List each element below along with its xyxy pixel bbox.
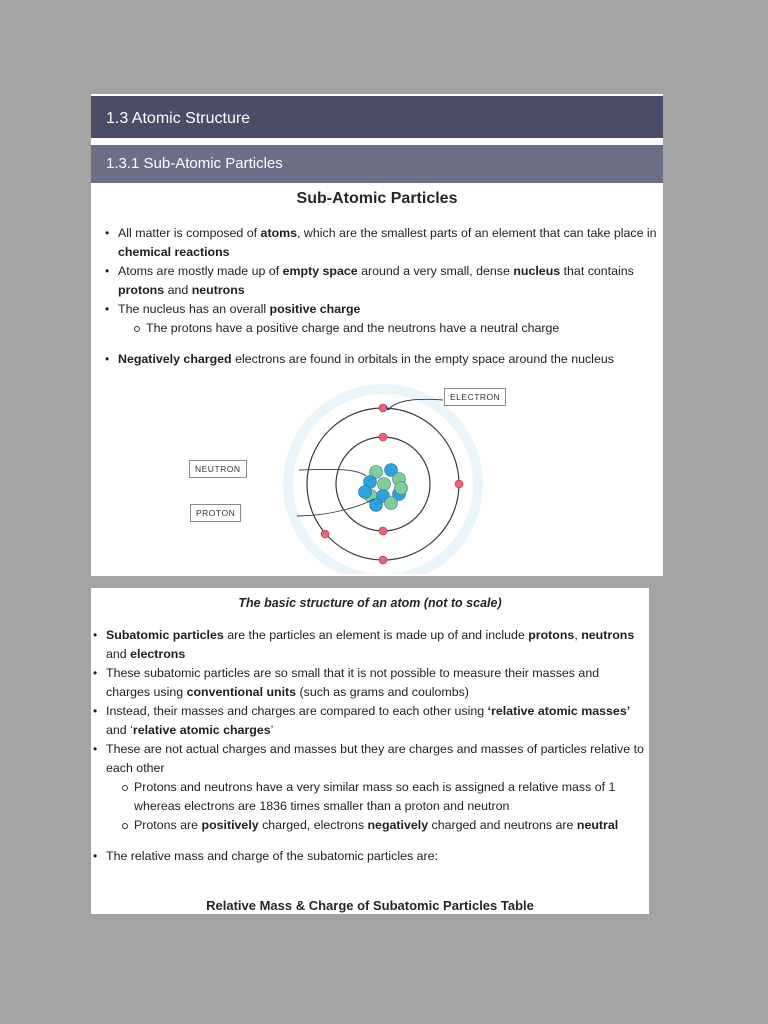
bullet-item [118, 224, 658, 262]
bold-term: negatively [367, 818, 429, 832]
nucleus [359, 464, 408, 512]
atom-structure-svg [231, 384, 521, 574]
bold-term: Subatomic particles [106, 628, 224, 642]
electron-particle [379, 433, 387, 441]
bullet-text: ’ [270, 723, 274, 737]
bold-term: neutrons [191, 283, 245, 297]
bullet-text: These are not actual charges and masses but they are charges and masses of particles relative to each other [106, 742, 644, 775]
bullet-text: that contains [560, 264, 634, 278]
proton-label: PROTON [190, 504, 241, 522]
neutron-particle [385, 497, 398, 510]
bold-term: ‘relative atomic masses’ [487, 704, 631, 718]
neutron-pointer [299, 469, 366, 476]
bullet-text: The relative mass and charge of the subatomic particles are: [106, 849, 438, 863]
bullet-text: (such as grams and coulombs) [296, 685, 469, 699]
neutron-particle [378, 478, 391, 491]
bold-term: protons [118, 283, 165, 297]
bullet-text: Instead, their masses and charges are compared to each other using [106, 704, 488, 718]
sub-bullet-item [134, 778, 644, 816]
bold-term: nucleus [513, 264, 561, 278]
bullet-text: The protons have a positive charge and the neutrons have a neutral charge [146, 321, 560, 335]
bold-term: empty space [282, 264, 358, 278]
section-title: Sub-Atomic Particles [296, 190, 458, 207]
bullet-item [118, 350, 658, 369]
bullet-list-bottom [106, 626, 644, 866]
bullet-text: and ‘ [106, 723, 133, 737]
electron-particle [379, 404, 387, 412]
sub-bullet-item [146, 319, 658, 338]
bold-term: Negatively charged [118, 352, 232, 366]
bold-term: atoms [260, 226, 298, 240]
bullet-item [106, 626, 644, 664]
electron-label: ELECTRON [444, 388, 506, 406]
bullet-text: , which are the smallest parts of an element that can take place in [297, 226, 657, 240]
sub-bullet-item [134, 816, 644, 835]
bold-term: neutral [576, 818, 619, 832]
subsection-header: 1.3.1 Sub-Atomic Particles [91, 145, 663, 183]
bullet-item [118, 300, 658, 319]
proton-particle [359, 486, 372, 499]
bullet-item [106, 847, 644, 866]
bullet-text: Protons and neutrons have a very similar mass so each is assigned a relative mass of 1 whereas electrons are 1836 times smaller than a proton and neutron [134, 780, 616, 813]
electron-particle [321, 530, 329, 538]
bullet-text: around a very small, dense [357, 264, 514, 278]
bold-term: chemical reactions [118, 245, 230, 259]
bold-term: conventional units [186, 685, 297, 699]
neutron-particle [395, 482, 408, 495]
bullet-text: The nucleus has an overall [118, 302, 270, 316]
content-panel-top [91, 94, 663, 576]
bullet-item [106, 702, 644, 740]
electron-particle [455, 480, 463, 488]
bullet-text: are the particles an element is made up of and include [223, 628, 529, 642]
bullet-text: electrons are found in orbitals in the empty space around the nucleus [231, 352, 614, 366]
bold-term: positively [201, 818, 259, 832]
electron-particle [379, 556, 387, 564]
bullet-text: and [164, 283, 192, 297]
bullet-item [118, 262, 658, 300]
bullet-text: Atoms are mostly made up of [118, 264, 283, 278]
neutron-label: NEUTRON [189, 460, 247, 478]
bullet-text: All matter is composed of [118, 226, 261, 240]
diagram-caption: The basic structure of an atom (not to scale) [238, 596, 502, 610]
bold-term: positive charge [269, 302, 361, 316]
atom-diagram [195, 384, 521, 574]
table-title: Relative Mass & Charge of Subatomic Particles Table [206, 898, 534, 913]
bullet-text: These subatomic particles are so small that it is not possible to measure their masses and charges using [106, 666, 600, 699]
bullet-text: , [574, 628, 582, 642]
bullet-text: charged, electrons [258, 818, 368, 832]
bullet-list-top [118, 224, 658, 369]
section-header: 1.3 Atomic Structure [91, 94, 663, 138]
bullet-text: charged and neutrons are [428, 818, 577, 832]
bullet-text: Protons are [134, 818, 202, 832]
bold-term: neutrons [581, 628, 635, 642]
bullet-item [106, 664, 644, 702]
bullet-item [106, 740, 644, 778]
bold-term: electrons [130, 647, 186, 661]
content-panel-bottom [91, 588, 649, 914]
bullet-text: and [106, 647, 131, 661]
electron-particle [379, 527, 387, 535]
bold-term: protons [528, 628, 575, 642]
bold-term: relative atomic charges [132, 723, 271, 737]
electrons [321, 404, 463, 564]
